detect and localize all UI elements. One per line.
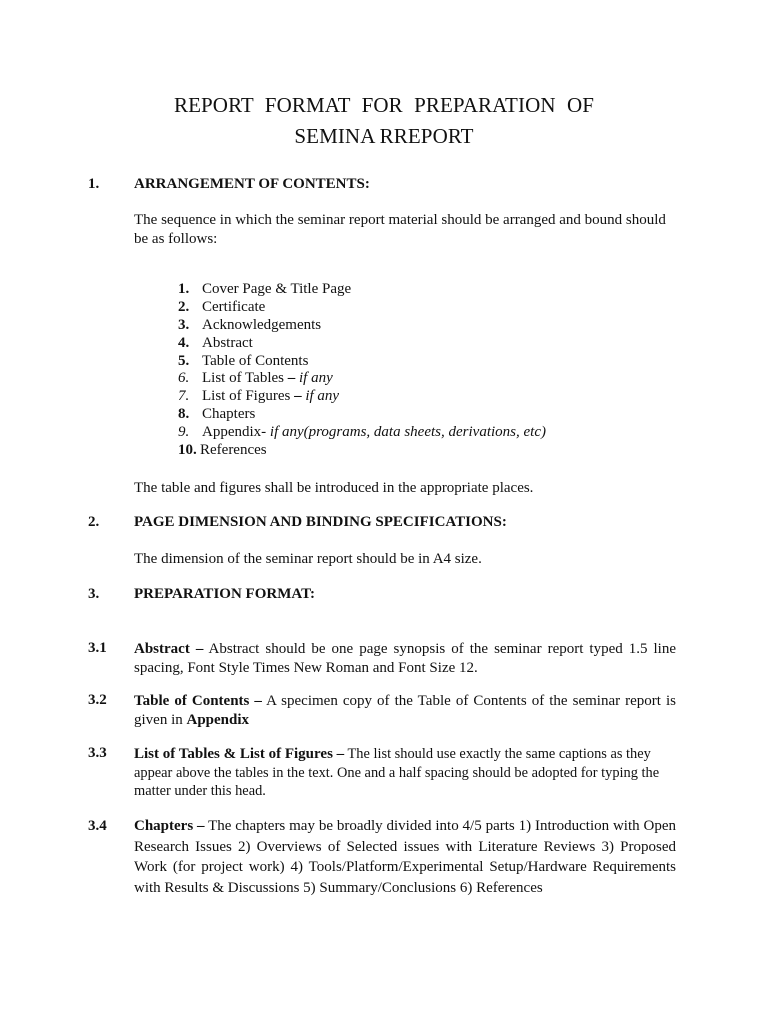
section-2-number: 2. — [88, 514, 100, 530]
list-item: 6. List of Tables – if any — [178, 370, 333, 387]
list-item: 9. Appendix- if any(programs, data sheets, derivations, etc) — [178, 424, 546, 441]
subsection-3-2-number: 3.2 — [88, 692, 107, 708]
list-item: 5. Table of Contents — [178, 352, 309, 369]
section-1-number: 1. — [88, 176, 100, 192]
section-2-text: The dimension of the seminar report should be in A4 size. — [134, 551, 482, 567]
subsection-3-4-number: 3.4 — [88, 818, 107, 834]
list-item: 2. Certificate — [178, 298, 266, 315]
section-3-heading: PREPARATION FORMAT: — [134, 586, 315, 602]
document-title-line-2: SEMINA RREPORT — [294, 124, 474, 148]
list-item: 8. Chapters — [178, 406, 256, 423]
subsection-3-3-number: 3.3 — [88, 745, 107, 761]
section-1-closing: The table and figures shall be introduced in the appropriate places. — [134, 480, 534, 496]
list-item: 10. References — [178, 442, 267, 459]
subsection-3-2-lead: Table of Contents – — [134, 693, 262, 709]
subsection-3-3-lead: List of Tables & List of Figures – — [134, 746, 345, 762]
section-1-intro: The sequence in which the seminar report material should be arranged and bound should be as follows: — [134, 212, 666, 247]
subsection-3-1-lead: Abstract – — [134, 641, 204, 657]
list-item: 7. List of Figures – if any — [178, 388, 340, 405]
document-title-line-1: REPORT FORMAT FOR PREPARATION OF — [173, 93, 594, 117]
subsection-3-1-number: 3.1 — [88, 640, 107, 656]
section-1-heading: ARRANGEMENT OF CONTENTS: — [134, 176, 370, 192]
section-3-number: 3. — [88, 586, 100, 602]
subsection-3-2-text: Table of Contents – A specimen copy of the Table of Contents of the seminar report is given in Appendix — [134, 693, 676, 728]
subsection-3-3-text: List of Tables & List of Figures – The list should use exactly the same captions as they appear above the tables in the text. One and a half spacing should be adopted for typing the matter under this head. — [134, 746, 660, 799]
list-item: 3. Acknowledgements — [178, 316, 322, 333]
section-2-heading: PAGE DIMENSION AND BINDING SPECIFICATIONS: — [134, 514, 507, 530]
subsection-3-4-lead: Chapters – — [134, 818, 205, 834]
list-item: 1. Cover Page & Title Page — [178, 281, 352, 297]
contents-order-list — [178, 281, 546, 460]
subsection-3-1-text: Abstract – Abstract should be one page synopsis of the seminar report typed 1.5 line spacing, Font Style Times New Roman and Font Size 12. — [134, 641, 676, 676]
subsection-3-4-text: Chapters – The chapters may be broadly divided into 4/5 parts 1) Introduction with Open Research Issues 2) Overviews of Selected issues with Literature Reviews 3) Proposed Work (for project work) 4) Tools/Platform/Experimental Setup/Hardware Requirements with Results & Discussions 5) Summary/Conclusions 6) References — [134, 818, 676, 896]
list-item: 4. Abstract — [178, 334, 253, 351]
